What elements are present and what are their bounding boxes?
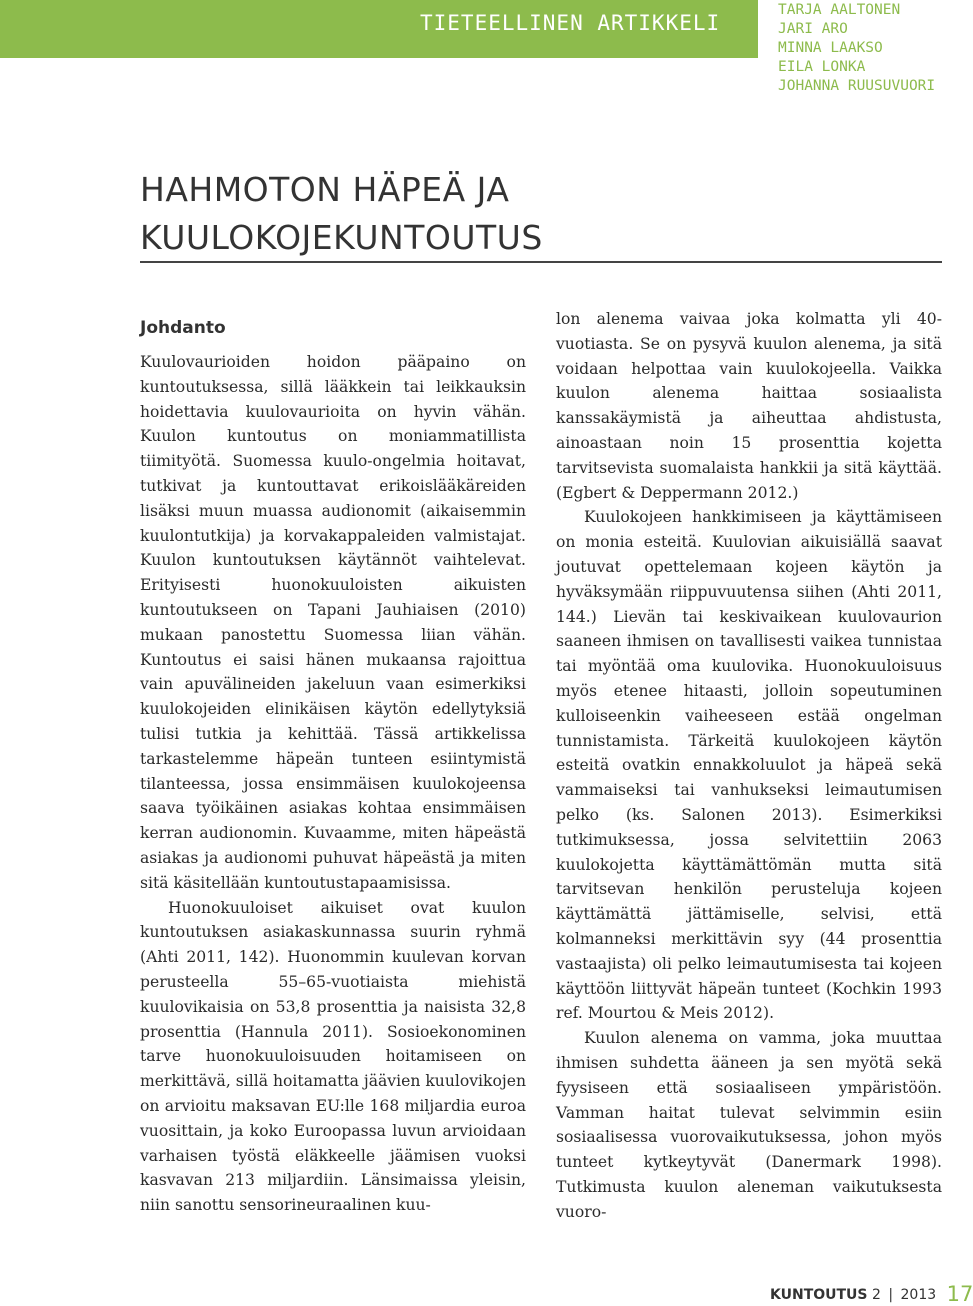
- page-footer: [770, 1280, 973, 1304]
- body-paragraph: Huonokuuloiset aikuiset ovat kuulon kuntoutuksen asiakaskunnassa suurin ryhmä (Ahti 2011, 142). Huonommin kuulevan korvan perusteella 55–65-vuotiaista miehistä kuulovikaisia on 53,8 prosenttia ja naisista 32,8 prosenttia (Hannula 2011). Sosioekonominen tarve huonokuuloisuuden hoitamiseen on merkittävä, sillä hoitamatta jäävien kuulovikojen on arvioitu maksavan EU:lle 168 miljardia euroa vuosittain, ja koko Euroopassa luvun arvioidaan varhaisen työstä eläkkeelle jäämisen vuoksi kasvavan 213 miljardiin. Länsimaissa yleisin, niin sanottu sensorineuraalinen kuu-: [140, 898, 526, 1215]
- title-divider: [140, 261, 942, 263]
- header-bar: [0, 0, 758, 58]
- section-label: TIETEELLINEN ARTIKKELI: [420, 11, 721, 35]
- issue-number: 2: [871, 1287, 881, 1303]
- section-heading: Johdanto: [140, 318, 226, 338]
- title-line: HAHMOTON HÄPEÄ JA: [140, 170, 510, 209]
- author-name: EILA LONKA: [778, 59, 866, 75]
- author-name: JOHANNA RUUSUVUORI: [778, 78, 936, 94]
- article-title: [140, 166, 940, 262]
- author-name: TARJA AALTONEN: [778, 2, 901, 18]
- author-name: MINNA LAAKSO: [778, 40, 883, 56]
- title-line: KUULOKOJEKUNTOUTUS: [140, 218, 543, 257]
- footer-separator: |: [888, 1287, 894, 1303]
- body-paragraph: lon alenema vaivaa joka kolmatta yli 40-vuotiasta. Se on pysyvä kuulon alenema, ja sitä voidaan helpottaa vain kuulokojeella. Vaikka kuulon alenema haittaa sosiaalista kanssakäymistä ja aiheuttaa ahdistusta, ainoastaan noin 15 prosenttia kojetta tarvitsevista suomalaista hankkii ja sitä käyttää. (Egbert & Deppermann 2012.): [556, 310, 942, 502]
- journal-name: KUNTOUTUS: [770, 1287, 868, 1303]
- author-list: [778, 1, 935, 96]
- page-number: 17: [946, 1282, 973, 1306]
- author-name: JARI ARO: [778, 21, 848, 37]
- body-paragraph: Kuulovaurioiden hoidon pääpaino on kuntoutuksessa, sillä lääkkein tai leikkauksin hoidettavia kuulovaurioita on hyvin vähän. Kuulon kuntoutus on moniammatillista tiimityötä. Suomessa kuulo-ongelmia hoitavat, tutkivat ja kuntouttavat erikoislääkäreiden lisäksi muun muassa audionomit (aikaisemmin kuulontutkija) ja korvakappaleiden valmistajat. Kuulon kuntoutuksen käytännöt vaihtelevat. Erityisesti huonokuuloisten aikuisten kuntoutukseen on Tapani Jauhiaisen (2010) mukaan panostettu Suomessa liian vähän. Kuntoutus ei saisi hänen mukaansa rajoittua vain apuvälineiden jakeluun vaan esimerkiksi kuulokojeiden elinikäisen käytön edellytyksiä tulisi tutkia ja kehittää. Tässä artikkelissa tarkastelemme häpeän tunteen esiintymistä tilanteessa, jossa ensimmäisen kuulokojeensa saava työikäinen asiakas kohtaa ensimmäisen kerran audionomin. Kuvaamme, miten häpeästä asiakas ja audionomi puhuvat häpeästä ja miten sitä käsitellään kuntoutustapaamisissa.: [140, 353, 526, 892]
- right-column: [556, 307, 942, 1224]
- left-column: [140, 316, 526, 1218]
- issue-year: 2013: [900, 1287, 937, 1303]
- body-paragraph: Kuulon alenema on vamma, joka muuttaa ihmisen suhdetta ääneen ja sen myötä sekä fyysiseen että sosiaaliseen ympäristöön. Vamman haitat tulevat selvimmin esiin sosiaalisessa vuorovaikutuksessa, johon myös tunteet kytkeytyvät (Danermark 1998). Tutkimusta kuulon aleneman vaikutuksesta vuoro-: [556, 1029, 942, 1221]
- body-paragraph: Kuulokojeen hankkimiseen ja käyttämiseen on monia esteitä. Kuulovian aikuisiällä saavat joutuvat opettelemaan kojeen käytön ja hyväksymään riippuvuutensa siihen (Ahti 2011, 144.) Lievän tai keskivaikean kuulovaurion saaneen ihmisen on tavallisesti vaikea tunnistaa tai myöntää oma kuulovika. Huonokuuloisuus myös etenee hitaasti, jolloin sopeutuminen kulloiseenkin vaiheeseen estää ongelman tunnistamista. Tärkeitä kuulokojeen käytön esteitä ovatkin ennakkoluulot ja häpeä sekä vammaiseksi tai vanhukseksi leimautumisen pelko (ks. Salonen 2013). Esimerkiksi tutkimuksessa, jossa selvitettiin 2063 kuulokojetta käyttämättömän mutta sitä tarvitsevan henkilön perusteluja kojeen käyttämättä jättämiselle, selvisi, että kolmanneksi merkittävin syy (44 prosenttia vastaajista) oli pelko leimautumisesta tai kojeen käyttöön liittyvät häpeän tunteet (Kochkin 1993 ref. Mourtou & Meis 2012).: [556, 508, 942, 1023]
